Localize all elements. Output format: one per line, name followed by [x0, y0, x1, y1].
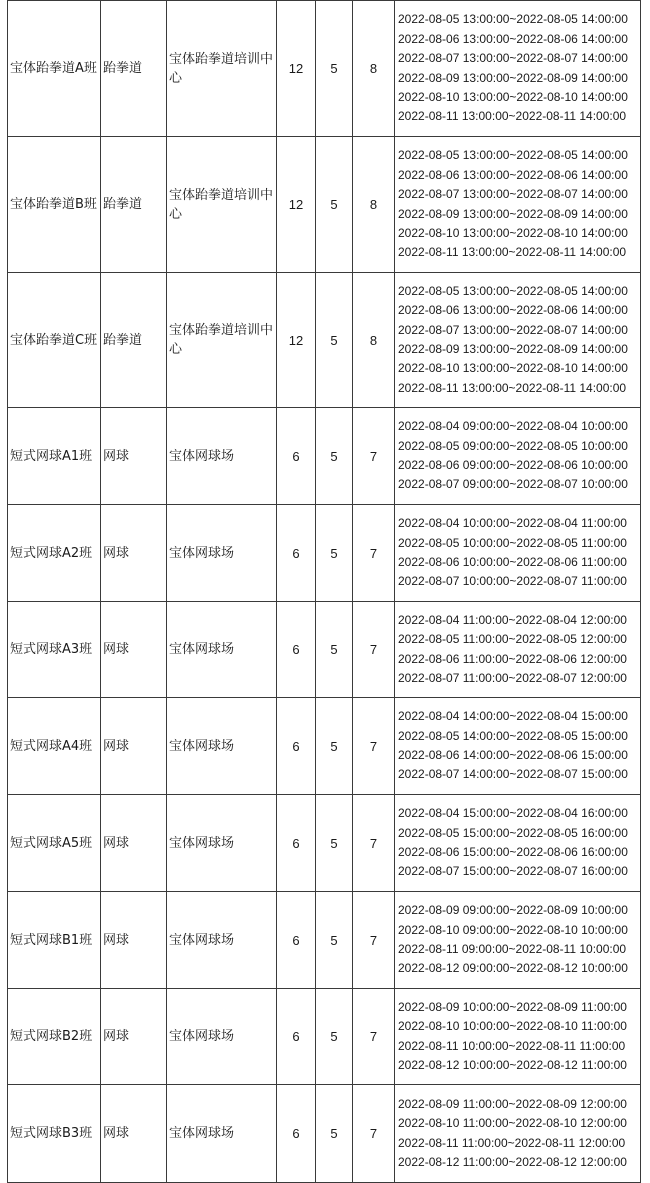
time-slot: 2022-08-07 09:00:00~2022-08-07 10:00:00: [398, 477, 628, 492]
count-cell-2: 5: [316, 698, 353, 795]
table-row: [8, 602, 641, 698]
time-slot: 2022-08-10 13:00:00~2022-08-10 14:00:00: [398, 361, 628, 376]
schedule-times-cell: [395, 795, 641, 892]
time-slot: 2022-08-07 13:00:00~2022-08-07 14:00:00: [398, 187, 628, 202]
time-slot: 2022-08-05 13:00:00~2022-08-05 14:00:00: [398, 12, 628, 27]
schedule-times-cell: [395, 989, 641, 1085]
sport-cell: 网球: [101, 602, 167, 698]
class-name-cell: 短式网球A3班: [8, 602, 101, 698]
count-cell-3: 7: [353, 1085, 395, 1183]
count-cell-2: 5: [316, 795, 353, 892]
table-row: [8, 273, 641, 408]
count-cell-1: 6: [277, 505, 316, 602]
time-slot: 2022-08-10 11:00:00~2022-08-10 12:00:00: [398, 1116, 627, 1131]
sport-cell: 网球: [101, 505, 167, 602]
count-cell-2: 5: [316, 505, 353, 602]
class-name-cell: 短式网球A1班: [8, 408, 101, 505]
time-slot: 2022-08-09 13:00:00~2022-08-09 14:00:00: [398, 342, 628, 356]
time-slot: 2022-08-09 11:00:00~2022-08-09 12:00:00: [398, 1096, 627, 1111]
class-name-cell: 短式网球B2班: [8, 989, 101, 1085]
count-cell-2: 5: [316, 892, 353, 989]
time-slot: 2022-08-10 10:00:00~2022-08-10 11:00:00: [398, 1019, 627, 1034]
count-cell-2: 5: [316, 273, 353, 408]
time-slot: 2022-08-04 10:00:00~2022-08-04 11:00:00: [398, 516, 627, 531]
table-row: [8, 137, 641, 273]
schedule-times-cell: [395, 137, 641, 273]
time-slot: 2022-08-04 09:00:00~2022-08-04 10:00:00: [398, 419, 628, 434]
count-cell-1: 6: [277, 408, 316, 505]
time-slot: 2022-08-11 13:00:00~2022-08-11 14:00:00: [398, 245, 627, 260]
count-cell-1: 12: [277, 137, 316, 273]
time-slot: 2022-08-10 09:00:00~2022-08-10 10:00:00: [398, 922, 628, 937]
time-slot: 2022-08-05 11:00:00~2022-08-05 12:00:00: [398, 632, 627, 647]
venue-cell: 宝体跆拳道培训中心: [167, 137, 277, 273]
time-slot: 2022-08-06 11:00:00~2022-08-06 12:00:00: [398, 651, 627, 666]
count-cell-3: 7: [353, 505, 395, 602]
venue-cell: 宝体网球场: [167, 892, 277, 989]
time-slot: 2022-08-12 10:00:00~2022-08-12 11:00:00: [398, 1057, 627, 1072]
class-name-cell: 宝体跆拳道C班: [8, 273, 101, 408]
sport-cell: 网球: [101, 795, 167, 892]
venue-cell: 宝体网球场: [167, 602, 277, 698]
time-slot: 2022-08-04 15:00:00~2022-08-04 16:00:00: [398, 806, 628, 821]
time-slot: 2022-08-05 09:00:00~2022-08-05 10:00:00: [398, 438, 628, 453]
class-name-cell: 短式网球A4班: [8, 698, 101, 795]
time-slot: 2022-08-05 13:00:00~2022-08-05 14:00:00: [398, 148, 628, 163]
time-slot: 2022-08-11 11:00:00~2022-08-11 12:00:00: [398, 1135, 626, 1150]
time-slot: 2022-08-11 13:00:00~2022-08-11 14:00:00: [398, 109, 627, 124]
time-slot: 2022-08-07 14:00:00~2022-08-07 15:00:00: [398, 767, 628, 782]
sport-cell: 跆拳道: [101, 1, 167, 137]
count-cell-1: 6: [277, 892, 316, 989]
table-row: [8, 505, 641, 602]
venue-cell: 宝体跆拳道培训中心: [167, 1, 277, 137]
count-cell-3: 7: [353, 989, 395, 1085]
time-slot: 2022-08-10 13:00:00~2022-08-10 14:00:00: [398, 89, 628, 104]
schedule-times-cell: [395, 1085, 641, 1183]
schedule-times-cell: [395, 273, 641, 408]
venue-cell: 宝体网球场: [167, 408, 277, 505]
time-slot: 2022-08-06 13:00:00~2022-08-06 14:00:00: [398, 303, 628, 318]
sport-cell: 网球: [101, 1085, 167, 1183]
time-slot: 2022-08-05 10:00:00~2022-08-05 11:00:00: [398, 535, 627, 550]
sport-cell: 跆拳道: [101, 137, 167, 273]
count-cell-3: 7: [353, 602, 395, 698]
class-name-cell: 短式网球B3班: [8, 1085, 101, 1183]
time-slot: 2022-08-04 11:00:00~2022-08-04 12:00:00: [398, 612, 627, 627]
time-slot: 2022-08-07 11:00:00~2022-08-07 12:00:00: [398, 670, 627, 685]
time-slot: 2022-08-06 13:00:00~2022-08-06 14:00:00: [398, 167, 628, 182]
schedule-times-cell: [395, 602, 641, 698]
venue-cell: 宝体网球场: [167, 1085, 277, 1183]
time-slot: 2022-08-06 14:00:00~2022-08-06 15:00:00: [398, 748, 628, 762]
time-slot: 2022-08-10 13:00:00~2022-08-10 14:00:00: [398, 225, 628, 240]
table-row: [8, 989, 641, 1085]
sport-cell: 网球: [101, 408, 167, 505]
count-cell-3: 7: [353, 408, 395, 505]
count-cell-1: 6: [277, 602, 316, 698]
time-slot: 2022-08-04 14:00:00~2022-08-04 15:00:00: [398, 709, 628, 724]
time-slot: 2022-08-06 13:00:00~2022-08-06 14:00:00: [398, 31, 628, 46]
count-cell-3: 7: [353, 892, 395, 989]
schedule-times-cell: [395, 408, 641, 505]
sport-cell: 网球: [101, 892, 167, 989]
time-slot: 2022-08-05 14:00:00~2022-08-05 15:00:00: [398, 728, 628, 743]
table-row: [8, 408, 641, 505]
time-slot: 2022-08-06 09:00:00~2022-08-06 10:00:00: [398, 458, 628, 472]
count-cell-2: 5: [316, 408, 353, 505]
table-row: [8, 1, 641, 137]
time-slot: 2022-08-09 09:00:00~2022-08-09 10:00:00: [398, 903, 628, 918]
time-slot: 2022-08-07 15:00:00~2022-08-07 16:00:00: [398, 864, 628, 879]
time-slot: 2022-08-11 13:00:00~2022-08-11 14:00:00: [398, 380, 627, 395]
sport-cell: 网球: [101, 698, 167, 795]
time-slot: 2022-08-09 13:00:00~2022-08-09 14:00:00: [398, 70, 628, 85]
time-slot: 2022-08-06 10:00:00~2022-08-06 11:00:00: [398, 555, 627, 569]
count-cell-2: 5: [316, 602, 353, 698]
table-body: [8, 1, 641, 1183]
schedule-times-cell: [395, 1, 641, 137]
schedule-times-cell: [395, 698, 641, 795]
count-cell-3: 8: [353, 1, 395, 137]
count-cell-2: 5: [316, 1, 353, 137]
count-cell-3: 8: [353, 137, 395, 273]
time-slot: 2022-08-12 09:00:00~2022-08-12 10:00:00: [398, 961, 628, 976]
count-cell-2: 5: [316, 1085, 353, 1183]
time-slot: 2022-08-11 09:00:00~2022-08-11 10:00:00: [398, 942, 627, 956]
time-slot: 2022-08-07 13:00:00~2022-08-07 14:00:00: [398, 322, 628, 337]
class-name-cell: 宝体跆拳道A班: [8, 1, 101, 137]
time-slot: 2022-08-11 10:00:00~2022-08-11 11:00:00: [398, 1038, 626, 1053]
venue-cell: 宝体网球场: [167, 989, 277, 1085]
count-cell-1: 12: [277, 273, 316, 408]
count-cell-1: 12: [277, 1, 316, 137]
count-cell-3: 7: [353, 698, 395, 795]
schedule-times-cell: [395, 505, 641, 602]
venue-cell: 宝体网球场: [167, 698, 277, 795]
count-cell-2: 5: [316, 989, 353, 1085]
time-slot: 2022-08-06 15:00:00~2022-08-06 16:00:00: [398, 845, 628, 859]
table-row: [8, 1085, 641, 1183]
venue-cell: 宝体网球场: [167, 505, 277, 602]
count-cell-1: 6: [277, 698, 316, 795]
class-name-cell: 短式网球B1班: [8, 892, 101, 989]
time-slot: 2022-08-07 10:00:00~2022-08-07 11:00:00: [398, 574, 627, 589]
time-slot: 2022-08-07 13:00:00~2022-08-07 14:00:00: [398, 51, 628, 66]
count-cell-3: 8: [353, 273, 395, 408]
venue-cell: 宝体网球场: [167, 795, 277, 892]
time-slot: 2022-08-12 11:00:00~2022-08-12 12:00:00: [398, 1154, 627, 1169]
class-name-cell: 短式网球A2班: [8, 505, 101, 602]
count-cell-1: 6: [277, 1085, 316, 1183]
table-row: [8, 698, 641, 795]
schedule-times-cell: [395, 892, 641, 989]
count-cell-3: 7: [353, 795, 395, 892]
class-name-cell: 短式网球A5班: [8, 795, 101, 892]
class-schedule-table: [7, 0, 641, 1183]
count-cell-1: 6: [277, 989, 316, 1085]
count-cell-2: 5: [316, 137, 353, 273]
venue-cell: 宝体跆拳道培训中心: [167, 273, 277, 408]
time-slot: 2022-08-09 13:00:00~2022-08-09 14:00:00: [398, 206, 628, 221]
sport-cell: 网球: [101, 989, 167, 1085]
table-row: [8, 892, 641, 989]
class-name-cell: 宝体跆拳道B班: [8, 137, 101, 273]
time-slot: 2022-08-05 13:00:00~2022-08-05 14:00:00: [398, 283, 628, 298]
time-slot: 2022-08-09 10:00:00~2022-08-09 11:00:00: [398, 999, 627, 1014]
time-slot: 2022-08-05 15:00:00~2022-08-05 16:00:00: [398, 825, 628, 840]
count-cell-1: 6: [277, 795, 316, 892]
table-row: [8, 795, 641, 892]
sport-cell: 跆拳道: [101, 273, 167, 408]
